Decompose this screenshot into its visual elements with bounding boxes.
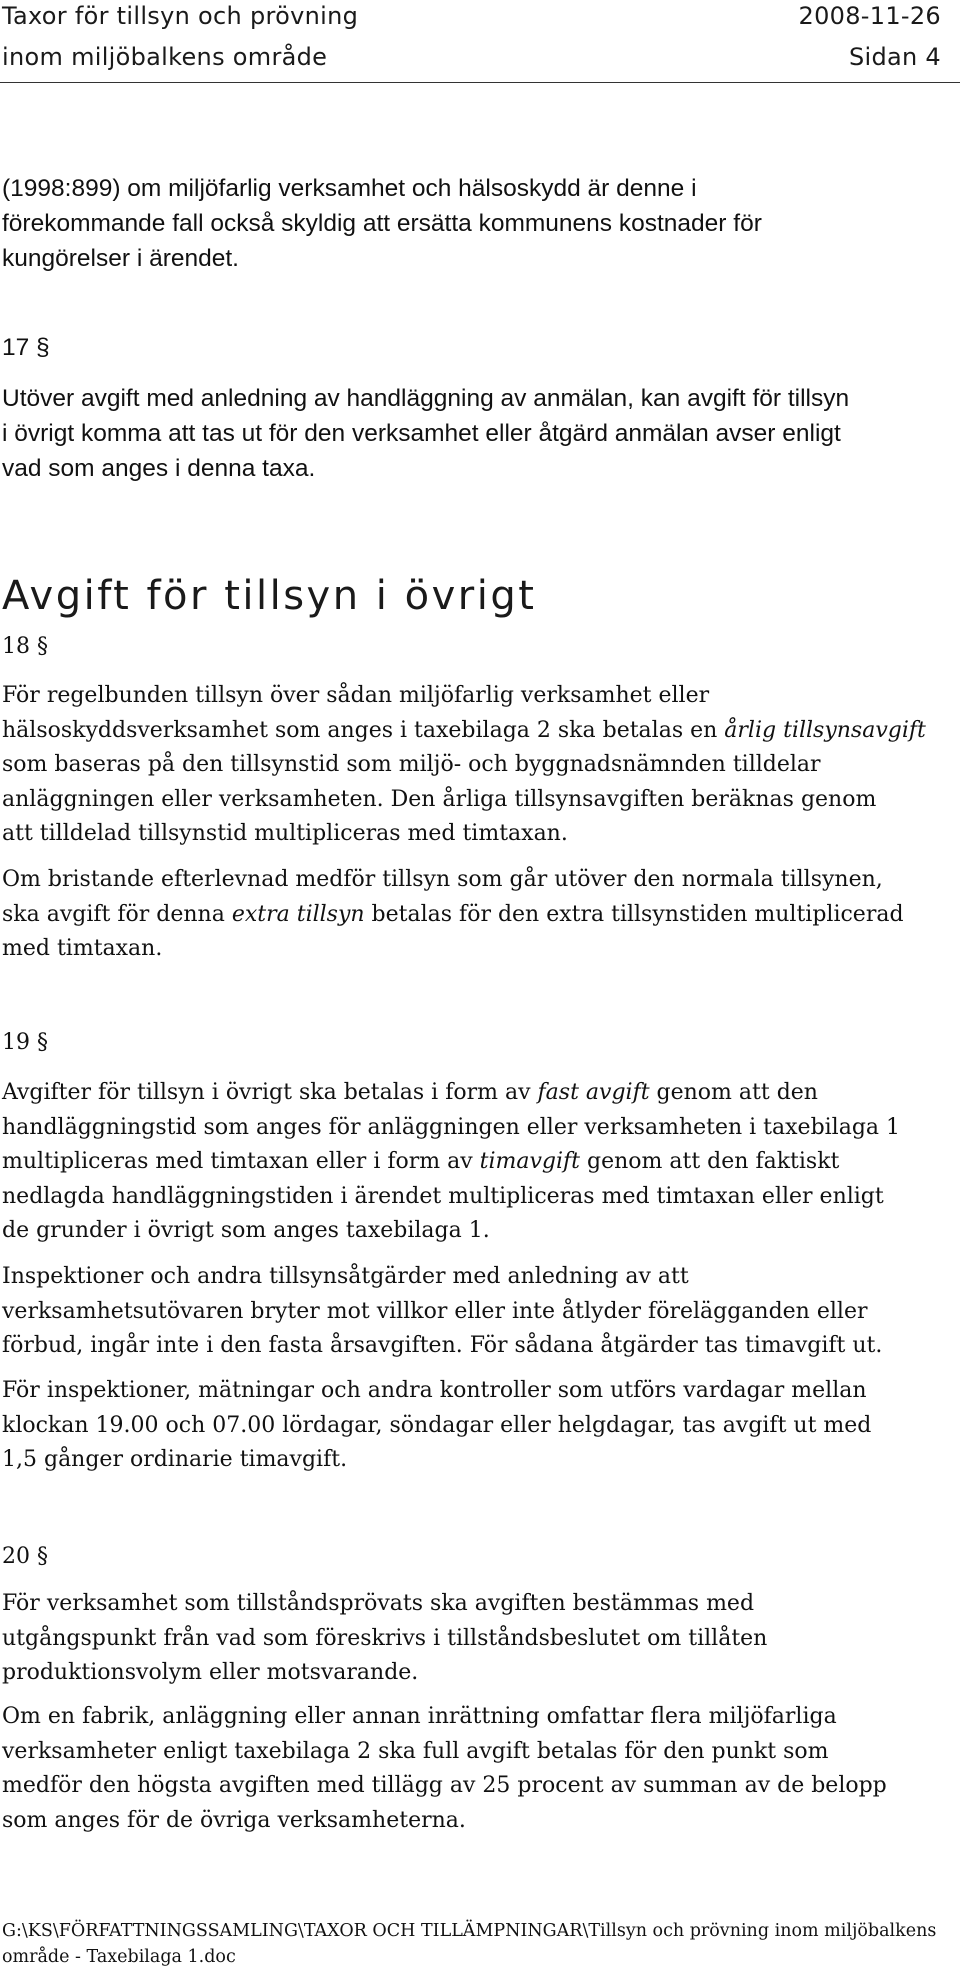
section-19-line: 1,5 gånger ordinarie timavgift. bbox=[2, 1447, 348, 1472]
section-19-line: förbud, ingår inte i den fasta årsavgiften. För sådana åtgärder tas timavgift ut. bbox=[2, 1333, 883, 1358]
section-17-line: vad som anges i denna taxa. bbox=[2, 455, 316, 482]
section-18-line: För regelbunden tillsyn över sådan miljöfarlig verksamhet eller bbox=[2, 683, 710, 708]
text-run: multipliceras med timtaxan eller i form av bbox=[2, 1149, 480, 1174]
page-header-row1 bbox=[0, 2, 960, 34]
page-number: Sidan 4 bbox=[848, 43, 941, 71]
section-20-label: 20 § bbox=[2, 1544, 48, 1569]
file-path-footer bbox=[2, 1918, 936, 1970]
intro-line: kungörelser i ärendet. bbox=[2, 245, 239, 272]
section-20-paragraph-1 bbox=[2, 1587, 942, 1691]
section-18-line bbox=[2, 714, 942, 749]
section-18-line: att tilldelad tillsynstid multipliceras med timtaxan. bbox=[2, 821, 568, 846]
emphasis-term: timavgift bbox=[479, 1149, 581, 1174]
section-20-line: medför den högsta avgiften med tillägg av 25 procent av summan av de belopp bbox=[2, 1773, 887, 1798]
section-20-line: För verksamhet som tillståndsprövats ska avgiften bestämmas med bbox=[2, 1591, 755, 1616]
document-title: Taxor för tillsyn och prövning bbox=[2, 2, 359, 30]
text-run: ska avgift för denna bbox=[2, 901, 232, 927]
section-19-line: nedlagda handläggningstiden i ärendet multipliceras med timtaxan eller enligt bbox=[2, 1183, 884, 1209]
intro-line: förekommande fall också skyldig att ersätta kommunens kostnader för bbox=[2, 210, 762, 237]
document-date: 2008-11-26 bbox=[798, 2, 941, 30]
section-18-line: anläggningen eller verksamheten. Den årliga tillsynsavgiften beräknas genom bbox=[2, 786, 877, 812]
text-run: betalas för den extra tillsynstiden multiplicerad bbox=[364, 901, 904, 927]
section-20-line: produktionsvolym eller motsvarande. bbox=[2, 1660, 419, 1685]
section-20-line: som anges för de övriga verksamheterna. bbox=[2, 1807, 466, 1833]
page-header-row2 bbox=[0, 43, 960, 75]
section-19-line: verksamhetsutövaren bryter mot villkor eller inte åtlyder förelägganden eller bbox=[2, 1298, 868, 1324]
intro-paragraph bbox=[2, 171, 942, 276]
section-17-line: i övrigt komma att tas ut för den verksamhet eller åtgärd anmälan avser enligt bbox=[2, 420, 841, 447]
section-19-line: de grunder i övrigt som anges taxebilaga 1. bbox=[2, 1218, 490, 1243]
footer-line: G:\KS\FÖRFATTNINGSSAMLING\TAXOR OCH TILLÄMPNINGAR\Tillsyn och prövning inom miljöbalkens bbox=[2, 1921, 937, 1941]
section-19-line bbox=[2, 1076, 942, 1111]
section-19-paragraph-3 bbox=[2, 1374, 942, 1478]
section-17-line: Utöver avgift med anledning av handläggning av anmälan, kan avgift för tillsyn bbox=[2, 385, 850, 412]
section-19-paragraph-2 bbox=[2, 1260, 942, 1364]
document-subtitle: inom miljöbalkens område bbox=[2, 43, 328, 71]
emphasis-term: årlig tillsynsavgift bbox=[724, 717, 926, 743]
header-divider bbox=[0, 82, 960, 83]
section-19-line: För inspektioner, mätningar och andra kontroller som utförs vardagar mellan bbox=[2, 1378, 867, 1403]
text-run: genom att den faktiskt bbox=[580, 1149, 840, 1174]
emphasis-term: fast avgift bbox=[537, 1080, 650, 1105]
section-17-paragraph bbox=[2, 381, 942, 486]
intro-line: (1998:899) om miljöfarlig verksamhet och hälsoskydd är denne i bbox=[2, 175, 697, 202]
section-18-line: som baseras på den tillsynstid som miljö- och byggnadsnämnden tilldelar bbox=[2, 752, 821, 777]
section-18-paragraph-2 bbox=[2, 863, 942, 967]
text-run: Avgifter för tillsyn i övrigt ska betalas i form av bbox=[2, 1080, 538, 1105]
section-19-line: klockan 19.00 och 07.00 lördagar, söndagar eller helgdagar, tas avgift ut med bbox=[2, 1412, 872, 1438]
section-19-paragraph-1 bbox=[2, 1076, 942, 1249]
section-18-line bbox=[2, 898, 942, 933]
emphasis-term: extra tillsyn bbox=[231, 901, 365, 927]
section-18-paragraph-1 bbox=[2, 679, 942, 852]
section-19-line: handläggningstid som anges för anläggningen eller verksamheten i taxebilaga 1 bbox=[2, 1114, 901, 1140]
footer-line: område - Taxebilaga 1.doc bbox=[2, 1947, 236, 1967]
section-18-label: 18 § bbox=[2, 634, 48, 659]
section-19-label: 19 § bbox=[2, 1030, 48, 1055]
section-20-line: Om en fabrik, anläggning eller annan inrättning omfattar flera miljöfarliga bbox=[2, 1704, 837, 1729]
section-17-label: 17 § bbox=[2, 334, 50, 361]
section-20-line: utgångspunkt från vad som föreskrivs i tillståndsbeslutet om tillåten bbox=[2, 1625, 768, 1651]
section-19-line: Inspektioner och andra tillsynsåtgärder med anledning av att bbox=[2, 1264, 689, 1289]
section-heading: Avgift för tillsyn i övrigt bbox=[2, 573, 537, 619]
section-18-line: Om bristande efterlevnad medför tillsyn som går utöver den normala tillsynen, bbox=[2, 867, 883, 892]
section-19-line bbox=[2, 1145, 942, 1180]
section-20-line: verksamheter enligt taxebilaga 2 ska full avgift betalas för den punkt som bbox=[2, 1738, 829, 1764]
section-20-paragraph-2 bbox=[2, 1700, 942, 1838]
text-run: hälsoskyddsverksamhet som anges i taxebilaga 2 ska betalas en bbox=[2, 717, 725, 743]
text-run: genom att den bbox=[649, 1080, 818, 1105]
section-18-line: med timtaxan. bbox=[2, 936, 163, 961]
